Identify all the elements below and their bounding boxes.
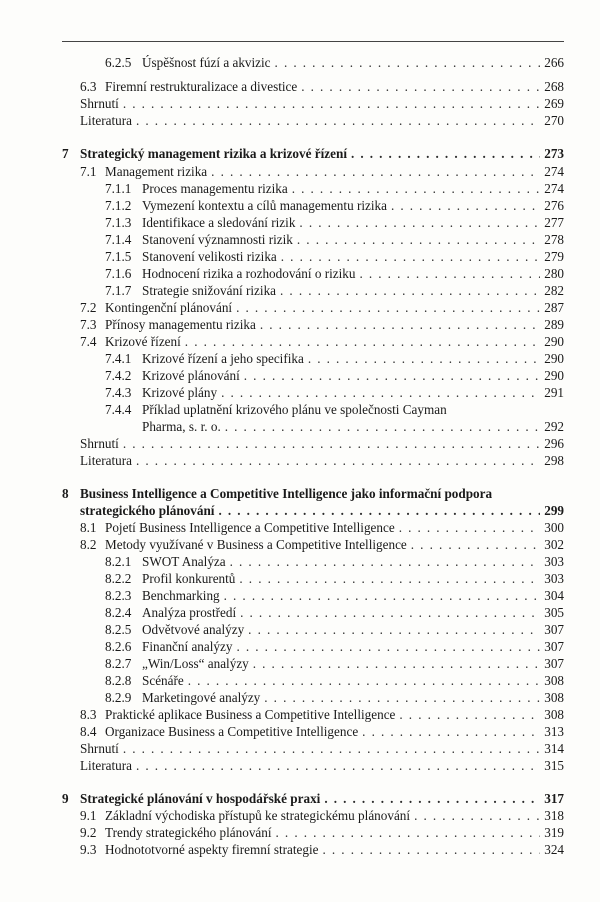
toc-entry-page: 300 <box>544 520 564 535</box>
dot-leader <box>297 232 540 248</box>
toc-entry-page: 304 <box>544 588 564 603</box>
toc-entry-page: 303 <box>544 554 564 569</box>
dot-leader <box>236 300 540 316</box>
toc-entry <box>0 741 600 757</box>
dot-leader <box>399 707 540 723</box>
toc-entry-title: Organizace Business a Competitive Intelligence <box>105 724 359 739</box>
toc-entry-title: strategického plánování <box>80 503 215 518</box>
toc-entry-title: Literatura <box>80 758 132 773</box>
toc-entry-number: 9.3 <box>80 842 97 857</box>
toc-entry <box>0 419 600 435</box>
toc-entry-number: 8.2.2 <box>105 571 132 586</box>
toc-entry-page: 270 <box>544 113 564 128</box>
toc-entry-number: 7.1.3 <box>105 215 132 230</box>
toc-entry-number: 8.2.6 <box>105 639 132 654</box>
dot-leader <box>123 96 540 112</box>
toc-entry <box>0 571 600 587</box>
toc-entry-title: „Win/Loss“ analýzy <box>142 656 249 671</box>
toc-entry-page: 302 <box>544 537 564 552</box>
dot-leader <box>225 419 540 435</box>
toc-entry-title: Praktické aplikace Business a Competitive Intelligence <box>105 707 396 722</box>
toc-entry-page: 313 <box>544 724 564 739</box>
toc-entry <box>0 622 600 638</box>
toc-entry-page: 276 <box>544 198 564 213</box>
toc-entry-title: Strategické plánování v hospodářské praxi <box>80 791 321 806</box>
toc-entry-title: Stanovení významnosti rizik <box>142 232 293 247</box>
toc-entry <box>0 79 600 95</box>
dot-leader <box>301 79 540 95</box>
toc-chapter <box>0 503 600 519</box>
dot-leader <box>281 249 540 265</box>
toc-entry <box>0 690 600 706</box>
toc-entry-title: Krizové plány <box>142 385 218 400</box>
dot-leader <box>224 588 541 604</box>
toc-entry-page: 290 <box>544 351 564 366</box>
dot-leader <box>239 571 540 587</box>
toc-entry <box>0 198 600 214</box>
toc-entry <box>0 266 600 282</box>
toc-chapter <box>0 486 600 502</box>
toc-entry <box>0 588 600 604</box>
dot-leader <box>260 317 540 333</box>
toc-entry-title: Analýza prostředí <box>142 605 237 620</box>
toc-entry-title: Krizové plánování <box>142 368 240 383</box>
toc-entry-page: 319 <box>544 825 564 840</box>
toc-entry <box>0 368 600 384</box>
toc-entry <box>0 317 600 333</box>
toc-entry-page: 280 <box>544 266 564 281</box>
toc-entry-number: 8.2.4 <box>105 605 132 620</box>
toc-entry <box>0 300 600 316</box>
toc-entry-number: 9.1 <box>80 808 97 823</box>
toc-entry-number: 7.1.7 <box>105 283 132 298</box>
toc-entry-number: 7.1.2 <box>105 198 132 213</box>
toc-entry <box>0 334 600 350</box>
toc-entry-title: Hodnocení rizika a rozhodování o riziku <box>142 266 356 281</box>
toc-entry-number: 8 <box>62 486 69 501</box>
toc-entry-page: 307 <box>544 656 564 671</box>
toc-entry-page: 324 <box>544 842 564 857</box>
toc-entry-title: Hodnototvorné aspekty firemní strategie <box>105 842 319 857</box>
dot-leader <box>362 724 540 740</box>
toc-entry-title: Odvětvové analýzy <box>142 622 245 637</box>
dot-leader <box>351 146 540 162</box>
dot-leader <box>299 215 540 231</box>
toc-entry-number: 7.3 <box>80 317 97 332</box>
toc-entry <box>0 351 600 367</box>
toc-entry-title: Identifikace a sledování rizik <box>142 215 296 230</box>
toc-entry-title: Strategie snižování rizika <box>142 283 277 298</box>
dot-leader <box>244 368 540 384</box>
toc-entry <box>0 96 600 112</box>
toc-entry-page: 315 <box>544 758 564 773</box>
toc-entry-title: SWOT Analýza <box>142 554 226 569</box>
toc-chapter <box>0 791 600 807</box>
dot-leader <box>185 334 540 350</box>
dot-leader <box>236 639 540 655</box>
toc-entry-page: 279 <box>544 249 564 264</box>
toc-entry-page: 273 <box>544 146 564 161</box>
toc-entry-number: 8.1 <box>80 520 97 535</box>
toc-entry-title: Krizové řízení <box>105 334 181 349</box>
dot-leader <box>411 537 540 553</box>
toc-entry-page: 299 <box>544 503 564 518</box>
toc-entry-title: Stanovení velikosti rizika <box>142 249 277 264</box>
toc-entry-title: Metody využívané v Business a Competitive Intelligence <box>105 537 407 552</box>
toc-entry-title: Marketingové analýzy <box>142 690 261 705</box>
toc-entry <box>0 215 600 231</box>
toc-entry-number: 7.4.4 <box>105 402 132 417</box>
toc-entry-number: 8.4 <box>80 724 97 739</box>
toc-entry-title: Strategický management rizika a krizové řízení <box>80 146 347 161</box>
toc-entry-title: Pharma, s. r. o. <box>142 419 221 434</box>
toc-entry-title: Vymezení kontextu a cílů managementu rizika <box>142 198 387 213</box>
toc-entry-number: 8.2.3 <box>105 588 132 603</box>
toc-entry-page: 282 <box>544 283 564 298</box>
toc-entry-title: Shrnutí <box>80 96 119 111</box>
toc-entry-page: 307 <box>544 639 564 654</box>
toc-entry-page: 289 <box>544 317 564 332</box>
toc-entry <box>0 673 600 689</box>
toc-entry-number: 8.2.8 <box>105 673 132 688</box>
toc-entry-title: Pojetí Business Intelligence a Competitive Intelligence <box>105 520 395 535</box>
toc-entry-number: 6.2.5 <box>105 55 132 70</box>
toc-entry-number: 7.4 <box>80 334 97 349</box>
toc-entry-page: 305 <box>544 605 564 620</box>
toc-entry-number: 7.1 <box>80 164 97 179</box>
dot-leader <box>211 164 540 180</box>
dot-leader <box>230 554 541 570</box>
dot-leader <box>136 453 540 469</box>
toc-entry-page: 290 <box>544 334 564 349</box>
toc-entry <box>0 724 600 740</box>
toc-entry-number: 7.2 <box>80 300 97 315</box>
dot-leader <box>240 605 540 621</box>
toc-entry-number: 7 <box>62 146 69 161</box>
toc-entry-page: 308 <box>544 690 564 705</box>
toc-entry <box>0 554 600 570</box>
toc-entry-page: 308 <box>544 707 564 722</box>
toc-entry-title: Scénáře <box>142 673 184 688</box>
toc-entry <box>0 520 600 536</box>
toc-entry-number: 8.2.7 <box>105 656 132 671</box>
toc-entry-number: 8.3 <box>80 707 97 722</box>
toc-entry-number: 9.2 <box>80 825 97 840</box>
toc-entry-number: 6.3 <box>80 79 97 94</box>
toc-entry-number: 7.4.2 <box>105 368 132 383</box>
toc-entry-page: 291 <box>544 385 564 400</box>
dot-leader <box>399 520 541 536</box>
toc-entry-title: Finanční analýzy <box>142 639 233 654</box>
toc-entry-page: 266 <box>544 55 564 70</box>
dot-leader <box>188 673 540 689</box>
toc-entry-page: 303 <box>544 571 564 586</box>
toc-entry-number: 7.1.6 <box>105 266 132 281</box>
dot-leader <box>324 791 540 807</box>
toc-entry-page: 292 <box>544 419 564 434</box>
toc-entry <box>0 402 600 418</box>
toc-entry-title: Benchmarking <box>142 588 220 603</box>
toc-entry-page: 318 <box>544 808 564 823</box>
toc-entry-page: 296 <box>544 436 564 451</box>
toc-entry-title: Úspěšnost fúzí a akvizic <box>142 55 271 70</box>
toc-entry <box>0 656 600 672</box>
toc-entry <box>0 385 600 401</box>
dot-leader <box>275 55 541 71</box>
dot-leader <box>264 690 540 706</box>
toc-entry <box>0 605 600 621</box>
toc-entry-title: Kontingenční plánování <box>105 300 233 315</box>
toc-entry-title: Shrnutí <box>80 436 119 451</box>
toc-entry <box>0 181 600 197</box>
toc-entry <box>0 283 600 299</box>
toc-entry-title: Shrnutí <box>80 741 119 756</box>
toc-entry <box>0 164 600 180</box>
toc-entry-number: 7.4.1 <box>105 351 132 366</box>
toc-entry-page: 308 <box>544 673 564 688</box>
toc-entry <box>0 842 600 858</box>
toc-entry-title: Příklad uplatnění krizového plánu ve společnosti Cayman <box>142 402 447 417</box>
header-rule <box>62 41 564 42</box>
toc-chapter <box>0 146 600 162</box>
toc-entry-page: 274 <box>544 181 564 196</box>
dot-leader <box>414 808 540 824</box>
toc-entry <box>0 453 600 469</box>
dot-leader <box>123 436 540 452</box>
toc-entry-page: 274 <box>544 164 564 179</box>
toc-entry-number: 8.2.9 <box>105 690 132 705</box>
toc-entry <box>0 113 600 129</box>
dot-leader <box>391 198 540 214</box>
toc-entry <box>0 537 600 553</box>
toc-entry-page: 307 <box>544 622 564 637</box>
toc-entry-page: 269 <box>544 96 564 111</box>
toc-entry-page: 278 <box>544 232 564 247</box>
toc-entry <box>0 758 600 774</box>
dot-leader <box>323 842 541 858</box>
dot-leader <box>360 266 541 282</box>
toc-entry-page: 287 <box>544 300 564 315</box>
toc-entry <box>0 707 600 723</box>
dot-leader <box>280 283 540 299</box>
toc-entry-page: 314 <box>544 741 564 756</box>
toc-entry-page: 317 <box>544 791 564 806</box>
toc-entry <box>0 639 600 655</box>
toc-entry-title: Management rizika <box>105 164 208 179</box>
dot-leader <box>221 385 540 401</box>
toc-entry-page: 277 <box>544 215 564 230</box>
dot-leader <box>308 351 540 367</box>
toc-entry-title: Profil konkurentů <box>142 571 236 586</box>
toc-entry-title: Literatura <box>80 113 132 128</box>
toc-entry-number: 7.1.1 <box>105 181 132 196</box>
toc-entry <box>0 825 600 841</box>
dot-leader <box>218 503 540 519</box>
dot-leader <box>292 181 540 197</box>
dot-leader <box>136 113 540 129</box>
dot-leader <box>248 622 540 638</box>
toc-entry-title: Krizové řízení a jeho specifika <box>142 351 304 366</box>
toc-entry-page: 298 <box>544 453 564 468</box>
dot-leader <box>253 656 540 672</box>
toc-entry-title: Firemní restrukturalizace a divestice <box>105 79 298 94</box>
toc-entry-number: 7.1.5 <box>105 249 132 264</box>
toc-entry-page: 268 <box>544 79 564 94</box>
toc-entry <box>0 808 600 824</box>
toc-entry-title: Literatura <box>80 453 132 468</box>
toc-entry <box>0 249 600 265</box>
toc-entry <box>0 55 600 71</box>
toc-entry-number: 8.2.5 <box>105 622 132 637</box>
toc-entry-number: 7.1.4 <box>105 232 132 247</box>
toc-entry-title: Business Intelligence a Competitive Intelligence jako informační podpora <box>80 486 493 501</box>
toc-entry-title: Trendy strategického plánování <box>105 825 272 840</box>
toc-entry-number: 8.2.1 <box>105 554 132 569</box>
toc-entry-title: Proces managementu rizika <box>142 181 288 196</box>
toc-entry <box>0 436 600 452</box>
toc-entry-page: 290 <box>544 368 564 383</box>
dot-leader <box>136 758 540 774</box>
toc-entry-number: 8.2 <box>80 537 97 552</box>
toc-entry-title: Základní východiska přístupů ke strategickému plánování <box>105 808 411 823</box>
dot-leader <box>276 825 541 841</box>
toc-entry <box>0 232 600 248</box>
toc-entry-title: Přínosy managementu rizika <box>105 317 256 332</box>
dot-leader <box>123 741 540 757</box>
toc-entry-number: 9 <box>62 791 69 806</box>
toc-entry-number: 7.4.3 <box>105 385 132 400</box>
